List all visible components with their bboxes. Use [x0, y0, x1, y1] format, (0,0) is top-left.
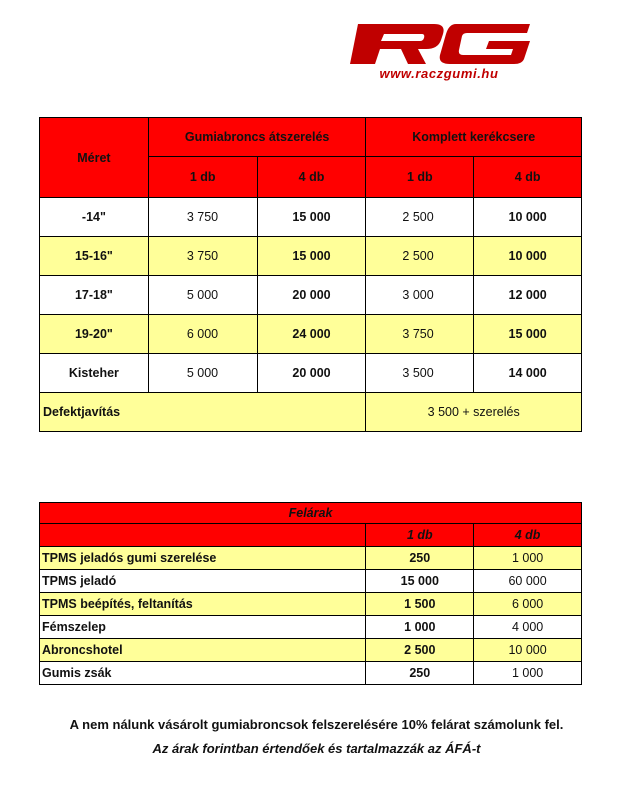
- website-url[interactable]: www.raczgumi.hu: [379, 66, 499, 81]
- tyre-4db-price: 24 000: [257, 315, 366, 354]
- tyre-4db-price: 15 000: [257, 237, 366, 276]
- item-name: Fémszelep: [40, 616, 366, 639]
- wheel-1db-price: 2 500: [366, 198, 474, 237]
- item-1db-price: 250: [366, 547, 474, 570]
- item-4db-price: 10 000: [474, 639, 582, 662]
- wheel-1db-price: 3 750: [366, 315, 474, 354]
- item-name: TPMS beépítés, feltanítás: [40, 593, 366, 616]
- surcharge-header-blank: [40, 524, 366, 547]
- tyre-4db-price: 15 000: [257, 198, 366, 237]
- tyre-1db-price: 5 000: [148, 354, 257, 393]
- wheel-4db-price: 10 000: [474, 198, 582, 237]
- size-cell: 17-18": [40, 276, 149, 315]
- wheel-1db-header: 1 db: [366, 157, 474, 198]
- vat-note: Az árak forintban értendőek és tartalmazzák az ÁFÁ-t: [152, 741, 481, 756]
- repair-row: [40, 393, 582, 432]
- rg-logo-mark: [346, 22, 536, 68]
- repair-label: Defektjavítás: [40, 393, 366, 432]
- table-row: [40, 593, 582, 616]
- table-row: [40, 315, 582, 354]
- tyre-1db-header: 1 db: [148, 157, 257, 198]
- surcharge-1db-header: 1 db: [366, 524, 474, 547]
- item-4db-price: 1 000: [474, 547, 582, 570]
- wheel-1db-price: 3 000: [366, 276, 474, 315]
- wheel-4db-price: 10 000: [474, 237, 582, 276]
- item-1db-price: 250: [366, 662, 474, 685]
- surcharge-title: Felárak: [40, 503, 582, 524]
- surcharge-note: A nem nálunk vásárolt gumiabroncsok felszerelésére 10% felárat számolunk fel.: [69, 717, 564, 732]
- surcharge-4db-header: 4 db: [474, 524, 582, 547]
- item-name: Abroncshotel: [40, 639, 366, 662]
- tyre-1db-price: 3 750: [148, 237, 257, 276]
- table-row: [40, 662, 582, 685]
- table-row: [40, 547, 582, 570]
- size-cell: -14": [40, 198, 149, 237]
- item-name: TPMS jeladós gumi szerelése: [40, 547, 366, 570]
- repair-price: 3 500 + szerelés: [366, 393, 582, 432]
- tyre-service-price-table: [39, 117, 582, 432]
- size-cell: Kisteher: [40, 354, 149, 393]
- wheel-1db-price: 3 500: [366, 354, 474, 393]
- wheel-4db-price: 14 000: [474, 354, 582, 393]
- item-4db-price: 1 000: [474, 662, 582, 685]
- table-row: [40, 237, 582, 276]
- surcharge-table: [39, 502, 582, 685]
- item-1db-price: 2 500: [366, 639, 474, 662]
- tyre-4db-price: 20 000: [257, 354, 366, 393]
- size-cell: 19-20": [40, 315, 149, 354]
- tyre-1db-price: 3 750: [148, 198, 257, 237]
- wheel-1db-price: 2 500: [366, 237, 474, 276]
- table-row: [40, 616, 582, 639]
- table-row: [40, 570, 582, 593]
- table-row: [40, 276, 582, 315]
- item-4db-price: 6 000: [474, 593, 582, 616]
- item-4db-price: 60 000: [474, 570, 582, 593]
- item-1db-price: 1 500: [366, 593, 474, 616]
- table-row: [40, 639, 582, 662]
- wheel-4db-price: 12 000: [474, 276, 582, 315]
- size-header: Méret: [40, 118, 149, 198]
- size-cell: 15-16": [40, 237, 149, 276]
- wheel-4db-header: 4 db: [474, 157, 582, 198]
- wheel-change-header: Komplett kerékcsere: [366, 118, 582, 157]
- tyre-4db-price: 20 000: [257, 276, 366, 315]
- tyre-1db-price: 5 000: [148, 276, 257, 315]
- tyre-4db-header: 4 db: [257, 157, 366, 198]
- tyre-fitting-header: Gumiabroncs átszerelés: [148, 118, 366, 157]
- tyre-1db-price: 6 000: [148, 315, 257, 354]
- item-name: TPMS jeladó: [40, 570, 366, 593]
- wheel-4db-price: 15 000: [474, 315, 582, 354]
- table-row: [40, 198, 582, 237]
- item-name: Gumis zsák: [40, 662, 366, 685]
- item-1db-price: 15 000: [366, 570, 474, 593]
- item-1db-price: 1 000: [366, 616, 474, 639]
- table-row: [40, 354, 582, 393]
- item-4db-price: 4 000: [474, 616, 582, 639]
